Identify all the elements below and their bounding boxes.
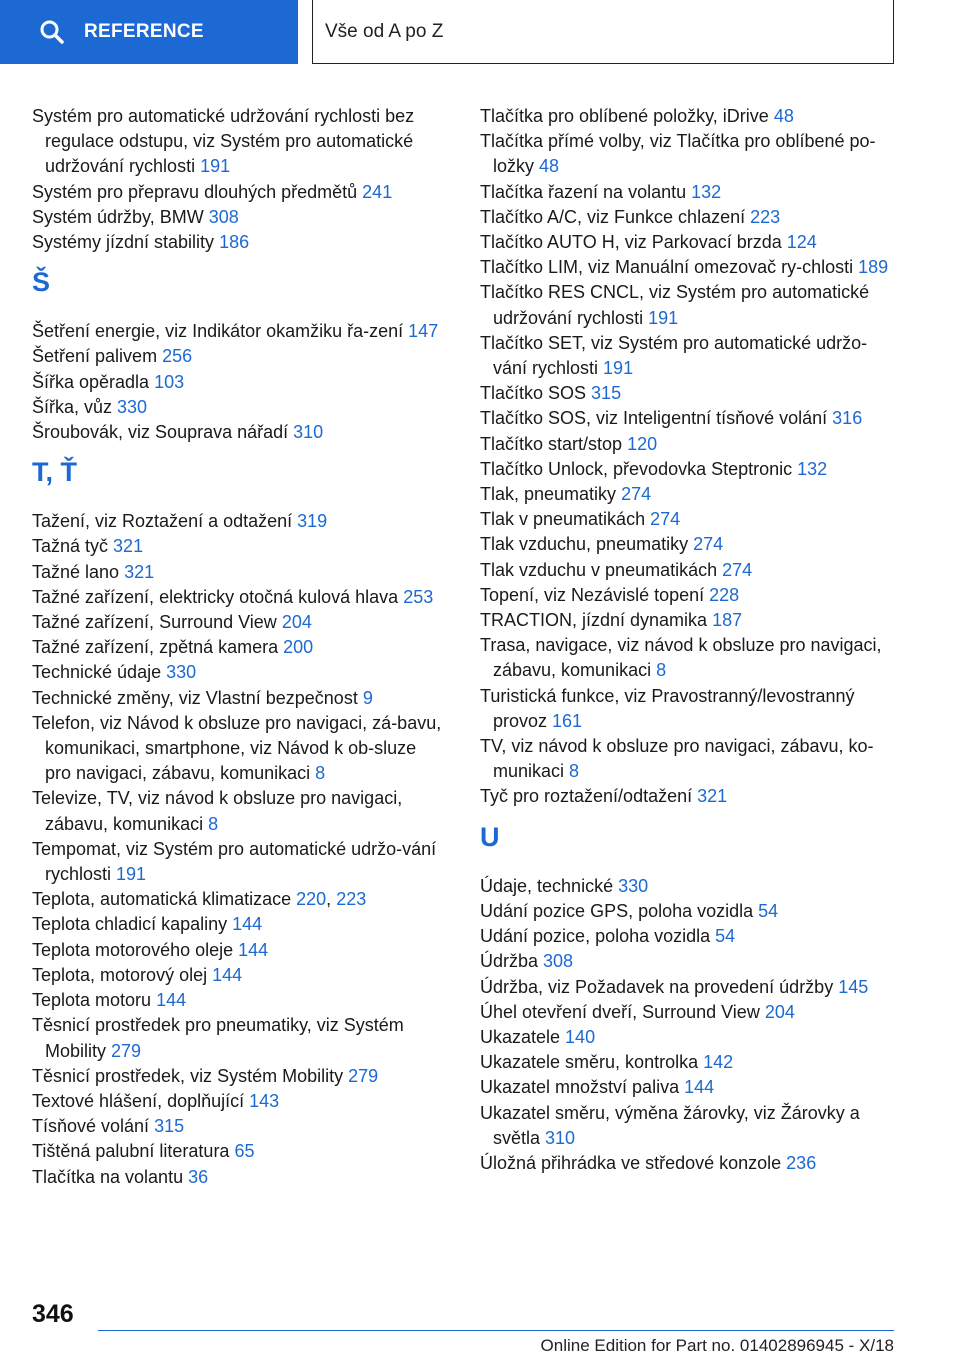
index-entry bbox=[32, 509, 444, 534]
index-entry bbox=[32, 610, 444, 635]
page-reference-link[interactable]: 8 bbox=[315, 763, 326, 784]
index-entry-text: Teplota, automatická klimatizace bbox=[32, 889, 297, 910]
index-entry-text: Textové hlášení, doplňující bbox=[32, 1090, 250, 1111]
page-reference-link[interactable]: 144 bbox=[232, 914, 263, 935]
page-reference-link[interactable]: 279 bbox=[111, 1040, 142, 1061]
page-reference-link[interactable]: 200 bbox=[283, 637, 314, 658]
index-entry bbox=[32, 660, 444, 685]
index-entry-text: Těsnicí prostředek, viz Systém Mobility bbox=[32, 1065, 349, 1086]
page-reference-link[interactable]: 103 bbox=[154, 371, 185, 392]
index-entry bbox=[32, 1139, 444, 1164]
index-entry bbox=[32, 686, 444, 711]
page-reference-link[interactable]: 308 bbox=[208, 206, 239, 227]
index-entry-text: Systém pro automatické udržování rychlosti bez regulace odstupu, viz Systém pro automatické udržování rychlosti bbox=[32, 106, 415, 177]
index-entry-text: Teplota chladicí kapaliny bbox=[32, 914, 233, 935]
index-entry-text: Šroubovák, viz Souprava nářadí bbox=[32, 422, 294, 443]
page-reference-link[interactable]: 204 bbox=[764, 1001, 795, 1022]
index-section-heading: U bbox=[480, 821, 500, 852]
page-reference-link[interactable]: 308 bbox=[543, 951, 574, 972]
footer-edition-text: Online Edition for Part no. 01402896945 - X/18 bbox=[540, 1336, 894, 1355]
index-entry bbox=[480, 583, 900, 608]
page-reference-link[interactable]: 124 bbox=[786, 232, 817, 253]
index-entry-text: Tažné zařízení, elektricky otočná kulová hlava bbox=[32, 586, 404, 607]
page-reference-link[interactable]: 189 bbox=[858, 257, 889, 278]
index-entry-text: Ukazatele bbox=[480, 1026, 566, 1047]
index-entry-text: Tlačítka přímé volby, viz Tlačítka pro oblíbené po-ložky bbox=[480, 131, 876, 177]
index-entry-text: Systémy jízdní stability bbox=[32, 232, 220, 253]
page-reference-link[interactable]: 132 bbox=[797, 458, 828, 479]
index-entry bbox=[32, 1064, 444, 1089]
index-entry bbox=[32, 534, 444, 559]
index-entry bbox=[480, 432, 900, 457]
page-reference-link[interactable]: 140 bbox=[565, 1026, 596, 1047]
index-entry bbox=[480, 558, 900, 583]
page-reference-link[interactable]: 223 bbox=[750, 206, 781, 227]
page-reference-link[interactable]: 330 bbox=[618, 875, 649, 896]
page-reference-link[interactable]: 144 bbox=[238, 939, 269, 960]
index-entry bbox=[480, 255, 900, 280]
index-entry bbox=[480, 734, 900, 784]
index-entry-text: Systém pro přepravu dlouhých předmětů bbox=[32, 181, 363, 202]
page-reference-link[interactable]: 236 bbox=[786, 1152, 817, 1173]
index-entry bbox=[32, 1114, 444, 1139]
index-entry bbox=[480, 784, 900, 809]
index-entry-text: Tažná tyč bbox=[32, 536, 114, 557]
page-reference-link[interactable]: 274 bbox=[722, 559, 753, 580]
index-entry bbox=[32, 585, 444, 610]
index-entry bbox=[32, 786, 444, 836]
page-reference-link[interactable]: 8 bbox=[656, 660, 667, 681]
index-entry bbox=[32, 230, 444, 255]
index-entry-text: Teplota, motorový olej bbox=[32, 964, 213, 985]
page-number: 346 bbox=[32, 1300, 74, 1328]
index-entry-text: Systém údržby, BMW bbox=[32, 206, 209, 227]
page-reference-link[interactable]: 274 bbox=[650, 509, 681, 530]
index-entry-text: Údaje, technické bbox=[480, 875, 619, 896]
index-entry-text: Tlak v pneumatikách bbox=[480, 509, 651, 530]
index-entry bbox=[32, 180, 444, 205]
page-reference-link[interactable]: 310 bbox=[545, 1127, 576, 1148]
index-entry-text: Tlačítko start/stop bbox=[480, 433, 628, 454]
index-entry bbox=[480, 230, 900, 255]
index-entry bbox=[480, 1151, 900, 1176]
page-reference-link[interactable]: 54 bbox=[715, 926, 736, 947]
page-reference-link[interactable]: 315 bbox=[154, 1116, 185, 1137]
page-reference-link[interactable]: 132 bbox=[691, 181, 722, 202]
page-reference-link[interactable]: 330 bbox=[166, 662, 197, 683]
index-entry bbox=[32, 319, 444, 344]
index-entry-text: Tažné lano bbox=[32, 561, 125, 582]
page-reference-link[interactable]: 274 bbox=[693, 534, 724, 555]
page-reference-link[interactable]: 191 bbox=[603, 358, 634, 379]
index-entry bbox=[32, 104, 444, 180]
index-entry-text: Tlačítko SOS, viz Inteligentní tísňové volání bbox=[480, 408, 833, 429]
index-entry bbox=[32, 1089, 444, 1114]
index-entry-text: Televize, TV, viz návod k obsluze pro navigaci, zábavu, komunikaci bbox=[32, 788, 403, 834]
index-entry bbox=[32, 635, 444, 660]
index-entry bbox=[32, 938, 444, 963]
reference-tab-label: REFERENCE bbox=[84, 21, 204, 42]
index-entry-text: Ukazatele směru, kontrolka bbox=[480, 1052, 704, 1073]
index-entry-text: Údržba, viz Požadavek na provedení údržby bbox=[480, 976, 839, 997]
index-entry-text: Tlak vzduchu, pneumatiky bbox=[480, 534, 694, 555]
index-entry-text: Tísňové volání bbox=[32, 1116, 155, 1137]
page-reference-link[interactable]: 253 bbox=[403, 586, 434, 607]
index-section-heading: T, Ť bbox=[32, 457, 77, 488]
index-entry-text: Tlačítka pro oblíbené položky, iDrive bbox=[480, 106, 774, 126]
index-entry-text: Tažení, viz Roztažení a odtažení bbox=[32, 511, 298, 532]
page-reference-link[interactable]: 144 bbox=[212, 964, 243, 985]
section-title: Vše od A po Z bbox=[325, 20, 444, 42]
page-reference-link[interactable]: 310 bbox=[293, 422, 324, 443]
page-reference-link[interactable]: 120 bbox=[627, 433, 658, 454]
page-reference-link[interactable]: 161 bbox=[552, 710, 583, 731]
index-entry bbox=[480, 180, 900, 205]
index-entry bbox=[32, 560, 444, 585]
page-reference-link[interactable]: 143 bbox=[249, 1090, 280, 1111]
index-entry bbox=[32, 344, 444, 369]
index-entry bbox=[32, 912, 444, 937]
index-entry bbox=[32, 963, 444, 988]
index-entry-text: Turistická funkce, viz Pravostranný/levostranný provoz bbox=[480, 685, 855, 731]
index-entry-text: Ukazatel množství paliva bbox=[480, 1077, 685, 1098]
index-entry bbox=[480, 975, 900, 1000]
index-entry-text: Těsnicí prostředek pro pneumatiky, viz Systém Mobility bbox=[32, 1015, 404, 1061]
page-reference-link[interactable]: 8 bbox=[208, 813, 219, 834]
page-reference-link[interactable]: 186 bbox=[219, 232, 250, 253]
index-entry bbox=[480, 1101, 900, 1151]
index-entry-text: Úhel otevření dveří, Surround View bbox=[480, 1001, 765, 1022]
index-entry bbox=[480, 899, 900, 924]
index-entry-text: Údržba bbox=[480, 951, 544, 972]
page-reference-link[interactable]: 330 bbox=[117, 396, 148, 417]
index-entry bbox=[480, 205, 900, 230]
page-reference-link[interactable]: 220 bbox=[296, 889, 327, 910]
index-entry bbox=[480, 1000, 900, 1025]
page-reference-link[interactable]: 256 bbox=[162, 346, 193, 367]
index-entry bbox=[32, 370, 444, 395]
page-reference-link[interactable]: 65 bbox=[234, 1141, 255, 1162]
index-entry bbox=[480, 507, 900, 532]
index-entry bbox=[480, 331, 900, 381]
index-entry bbox=[480, 482, 900, 507]
index-entry bbox=[480, 1025, 900, 1050]
index-column-right bbox=[480, 104, 900, 1176]
index-entry-text: Tlačítka na volantu bbox=[32, 1166, 189, 1187]
page-reference-link[interactable]: 187 bbox=[712, 610, 743, 631]
index-entry bbox=[480, 633, 900, 683]
index-entry-text: Šetření energie, viz Indikátor okamžiku řa-zení bbox=[32, 321, 409, 342]
index-entry-text: Technické změny, viz Vlastní bezpečnost bbox=[32, 687, 363, 708]
index-entry-text: Úložná přihrádka ve středové konzole bbox=[480, 1152, 787, 1173]
index-entry bbox=[480, 406, 900, 431]
index-entry-text: Tlačítko A/C, viz Funkce chlazení bbox=[480, 206, 751, 227]
index-entry bbox=[32, 988, 444, 1013]
page-reference-link[interactable]: 145 bbox=[838, 976, 869, 997]
index-entry bbox=[32, 205, 444, 230]
index-entry-text: Tažné zařízení, zpětná kamera bbox=[32, 637, 284, 658]
page-reference-link[interactable]: 321 bbox=[124, 561, 155, 582]
index-entry-text: Tlačítko SOS bbox=[480, 383, 592, 404]
index-entry-text: Šířka opěradla bbox=[32, 371, 155, 392]
page-reference-link[interactable]: 144 bbox=[156, 990, 187, 1011]
page-reference-link[interactable]: 36 bbox=[188, 1166, 209, 1187]
index-entry-text: Topení, viz Nezávislé topení bbox=[480, 584, 710, 605]
page-reference-link[interactable]: 228 bbox=[709, 584, 740, 605]
page-reference-link[interactable]: 142 bbox=[703, 1052, 734, 1073]
page-reference-link[interactable]: 204 bbox=[281, 612, 312, 633]
index-entry bbox=[480, 874, 900, 899]
index-entry-text: Tempomat, viz Systém pro automatické udržo-vání rychlosti bbox=[32, 838, 437, 885]
page-reference-link[interactable]: 147 bbox=[408, 321, 439, 342]
page-reference-link[interactable]: 191 bbox=[648, 307, 679, 328]
index-entry bbox=[480, 949, 900, 974]
index-entry-text: Udání pozice GPS, poloha vozidla bbox=[480, 900, 759, 921]
index-entry bbox=[32, 420, 444, 445]
index-entry bbox=[480, 684, 900, 734]
index-entry-text: TV, viz návod k obsluze pro navigaci, zábavu, ko-munikaci bbox=[480, 736, 874, 782]
index-entry bbox=[480, 532, 900, 557]
page-reference-link[interactable]: 48 bbox=[773, 106, 794, 126]
index-entry-text: Tištěná palubní literatura bbox=[32, 1141, 235, 1162]
page-reference-link[interactable]: 321 bbox=[697, 786, 728, 807]
index-entry-text: Tyč pro roztažení/odtažení bbox=[480, 786, 698, 807]
section-title-box bbox=[312, 0, 894, 64]
page-reference-link[interactable]: 144 bbox=[684, 1077, 715, 1098]
index-entry-text: Tlak, pneumatiky bbox=[480, 484, 622, 505]
page-reference-link[interactable]: 315 bbox=[591, 383, 622, 404]
page-reference-link[interactable]: 316 bbox=[832, 408, 863, 429]
index-entry-text: Ukazatel směru, výměna žárovky, viz Žárovky a světla bbox=[480, 1102, 860, 1148]
page-reference-link[interactable]: 8 bbox=[569, 761, 580, 782]
index-entry-text: Tlačítko Unlock, převodovka Steptronic bbox=[480, 458, 798, 479]
index-entry-text: Tlak vzduchu v pneumatikách bbox=[480, 559, 723, 580]
index-entry bbox=[480, 381, 900, 406]
index-entry-text: Šetření palivem bbox=[32, 346, 163, 367]
index-entry-text: Šířka, vůz bbox=[32, 396, 118, 417]
page-reference-link[interactable]: 274 bbox=[621, 484, 652, 505]
index-entry bbox=[480, 1050, 900, 1075]
page-reference-link[interactable]: 48 bbox=[539, 156, 560, 177]
page-reference-link[interactable]: 191 bbox=[116, 864, 147, 885]
index-section-heading: Š bbox=[32, 267, 51, 298]
index-entry bbox=[480, 129, 900, 179]
index-entry: Teplota, automatická klimatizace 220, 223 bbox=[32, 889, 367, 910]
index-entry bbox=[480, 1075, 900, 1100]
page-reference-link[interactable]: 9 bbox=[362, 687, 373, 708]
index-entry-text: Tlačítko AUTO H, viz Parkovací brzda bbox=[480, 232, 787, 253]
index-entry-text: Tlačítko LIM, viz Manuální omezovač ry-chlosti bbox=[480, 257, 859, 278]
index-entry-text: Tažné zařízení, Surround View bbox=[32, 612, 282, 633]
index-entry bbox=[32, 395, 444, 420]
index-entry-text: TRACTION, jízdní dynamika bbox=[480, 610, 713, 631]
index-entry bbox=[32, 1013, 444, 1063]
page-reference-link[interactable]: 54 bbox=[758, 900, 779, 921]
index-entry bbox=[480, 280, 900, 330]
page-reference-link[interactable]: 191 bbox=[200, 156, 231, 177]
index-entry-text: Udání pozice, poloha vozidla bbox=[480, 926, 716, 947]
page-reference-link[interactable]: 223 bbox=[336, 889, 367, 910]
page-reference-link[interactable]: 319 bbox=[297, 511, 328, 532]
search-icon bbox=[38, 18, 66, 46]
page-reference-link[interactable]: 279 bbox=[348, 1065, 379, 1086]
index-entry-text: Tlačítka řazení na volantu bbox=[480, 181, 692, 202]
index-entry-text: Teplota motoru bbox=[32, 990, 157, 1011]
index-entry-text: Technické údaje bbox=[32, 662, 167, 683]
page-reference-link[interactable]: 241 bbox=[362, 181, 393, 202]
index-column-left bbox=[32, 104, 444, 1190]
index-entry bbox=[32, 711, 444, 787]
index-entry-text: Telefon, viz Návod k obsluze pro navigaci, zá-bavu, komunikaci, smartphone, viz Návod k ob-sluze pro navigaci, zábavu, komunikaci bbox=[32, 712, 442, 784]
footer-divider bbox=[98, 1330, 894, 1331]
page-reference-link[interactable]: 321 bbox=[113, 536, 144, 557]
index-entry bbox=[480, 924, 900, 949]
index-entry-text: Teplota motorového oleje bbox=[32, 939, 239, 960]
index-entry bbox=[480, 457, 900, 482]
index-entry-text: Trasa, navigace, viz návod k obsluze pro navigaci, zábavu, komunikaci bbox=[480, 635, 882, 681]
reference-tab[interactable] bbox=[0, 0, 298, 64]
index-entry-text: Tlačítko RES CNCL, viz Systém pro automatické udržování rychlosti bbox=[480, 282, 870, 328]
index-entry bbox=[480, 104, 900, 129]
index-entry-text: Tlačítko SET, viz Systém pro automatické udržo-vání rychlosti bbox=[480, 332, 868, 379]
index-entry bbox=[32, 1165, 444, 1190]
index-entry bbox=[480, 608, 900, 633]
index-entry bbox=[32, 837, 444, 887]
